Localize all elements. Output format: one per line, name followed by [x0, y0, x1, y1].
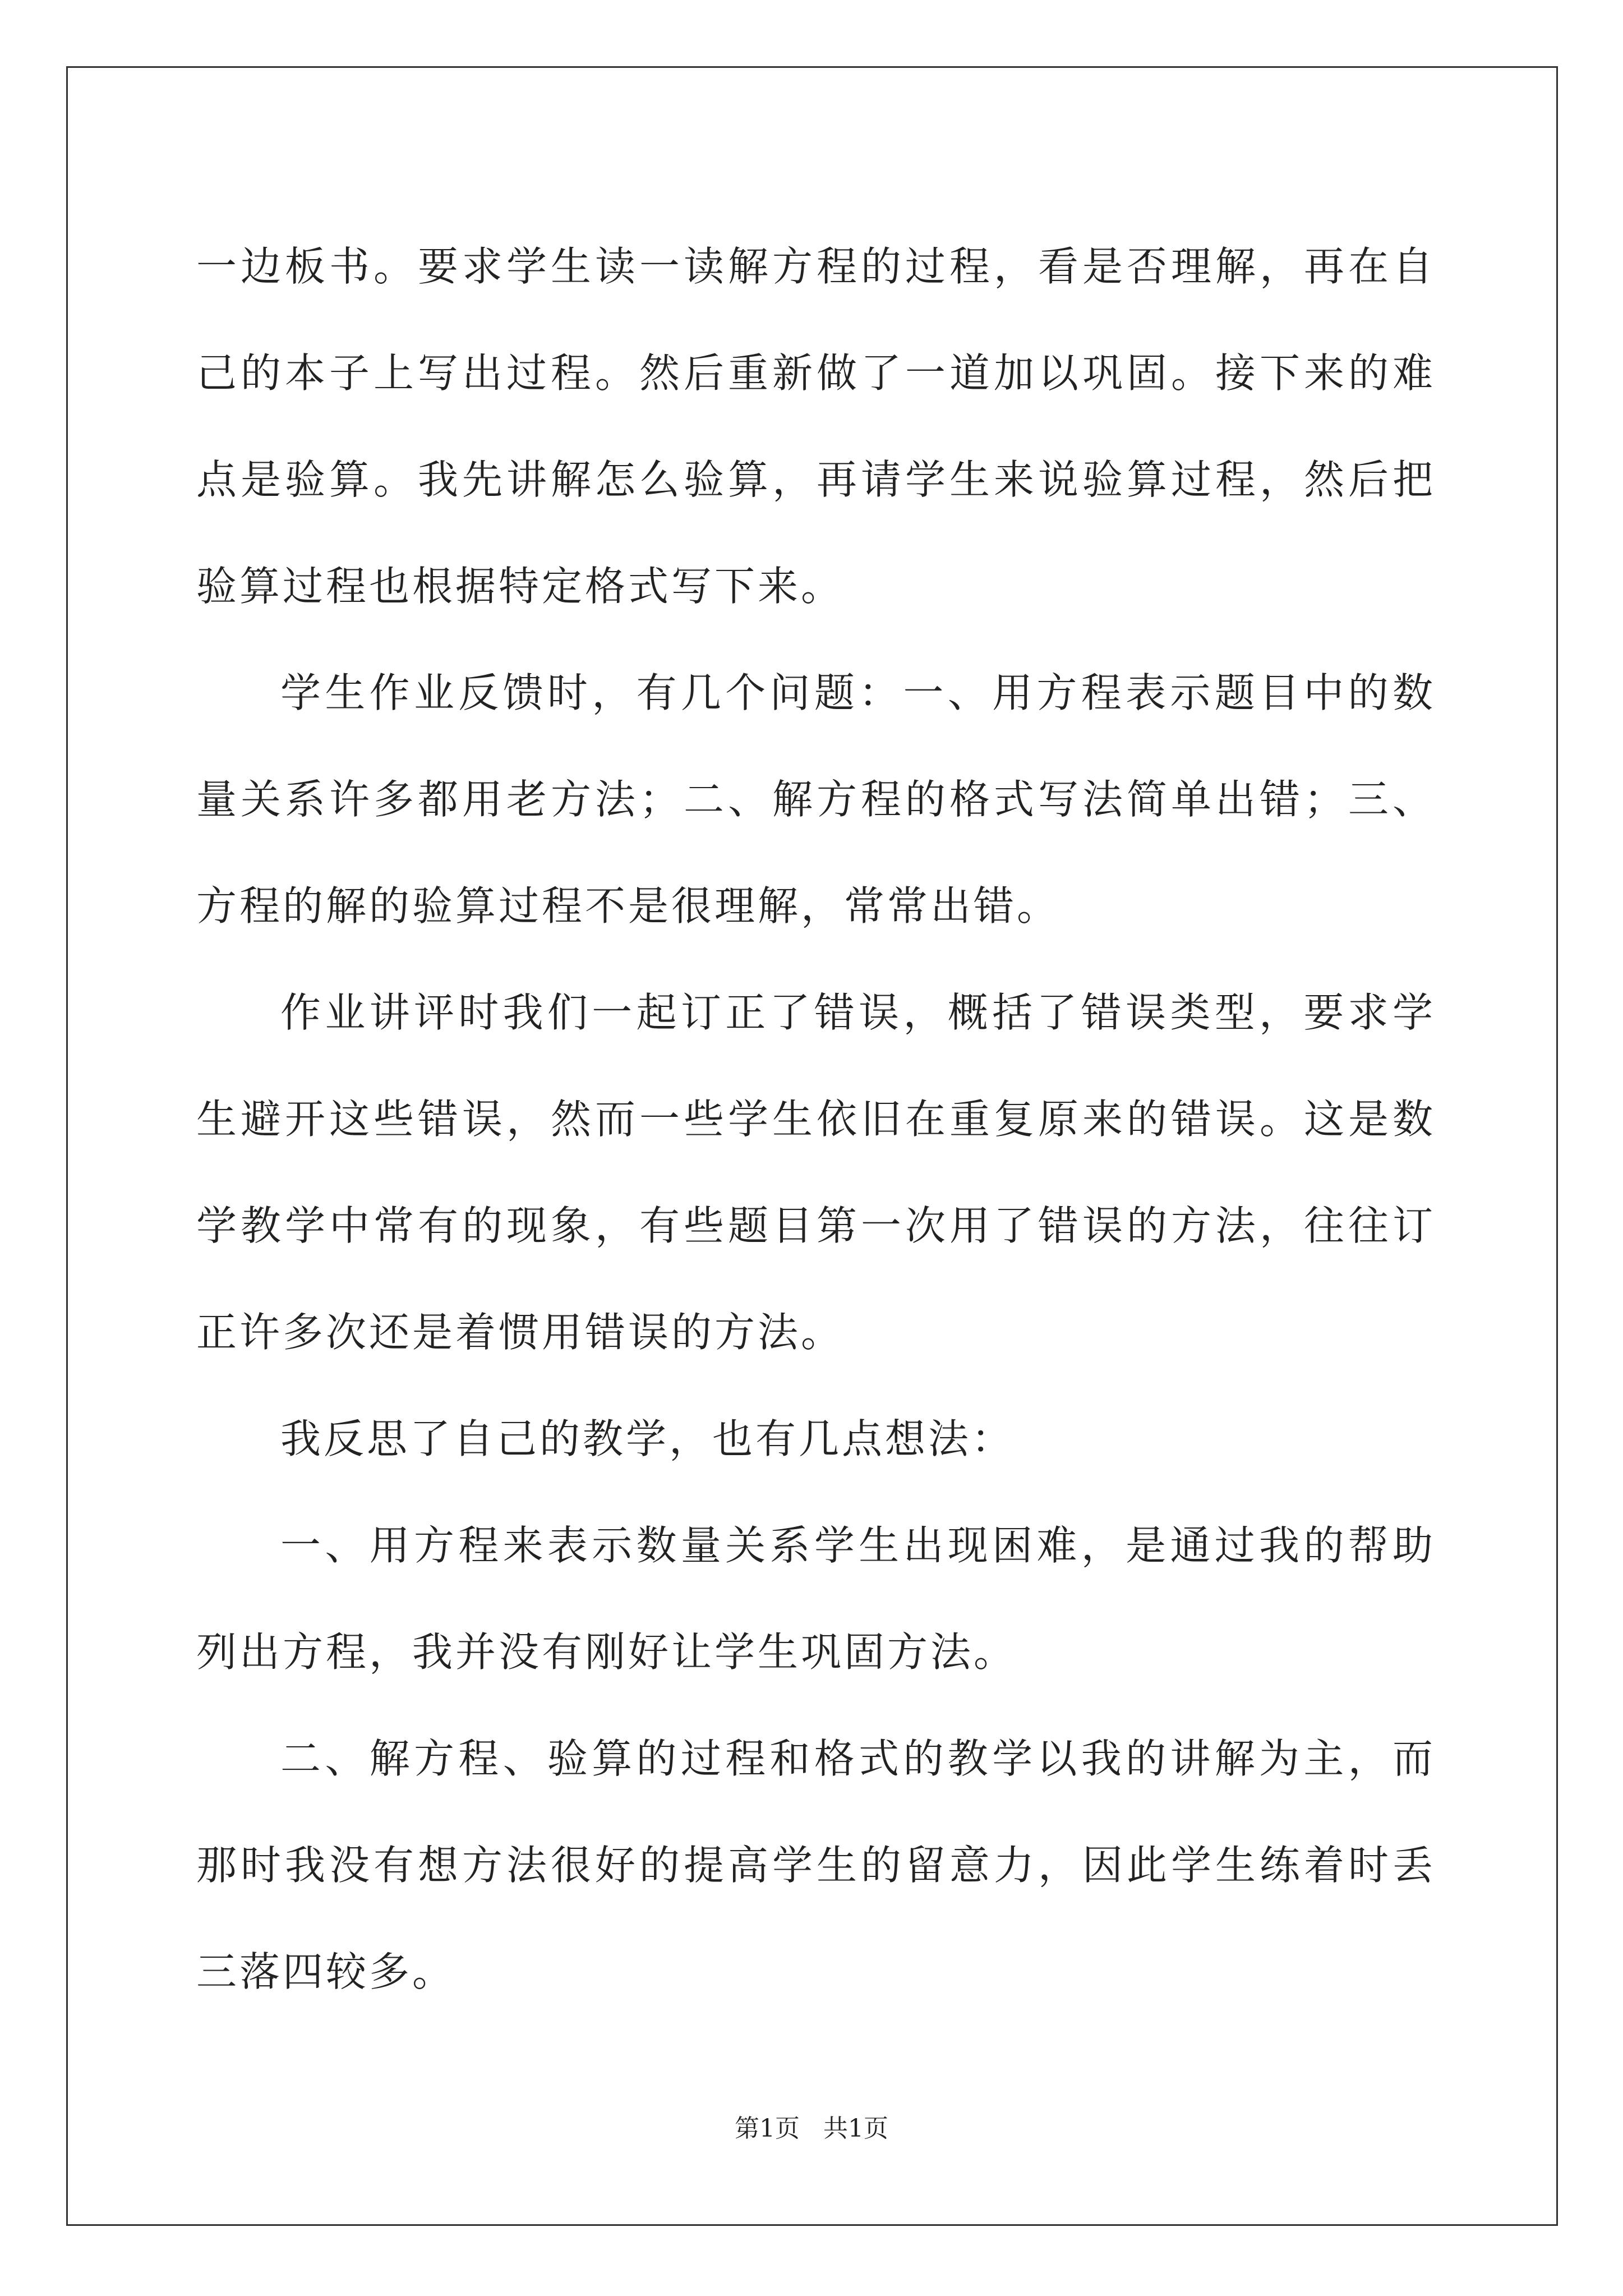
document-body	[196, 213, 1436, 2025]
page-footer	[0, 2108, 1623, 2144]
page-number-total: 共1页	[823, 2114, 888, 2143]
paragraph-5: 一、用方程来表示数量关系学生出现困难，是通过我的帮助列出方程，我并没有刚好让学生巩固方法。	[196, 1522, 1436, 1676]
paragraph-1: 一边板书。要求学生读一读解方程的过程，看是否理解，再在自己的本子上写出过程。然后重新做了一道加以巩固。接下来的难点是验算。我先讲解怎么验算，再请学生来说验算过程，然后把验算过程也根据特定格式写下来。	[196, 243, 1436, 610]
paragraph-6: 二、解方程、验算的过程和格式的教学以我的讲解为主，而那时我没有想方法很好的提高学生的留意力，因此学生练着时丢三落四较多。	[196, 1735, 1436, 1995]
paragraph-4: 我反思了自己的教学，也有几点想法：	[280, 1415, 1015, 1462]
paragraph-3: 作业讲评时我们一起订正了错误，概括了错误类型，要求学生避开这些错误，然而一些学生依旧在重复原来的错误。这是数学教学中常有的现象，有些题目第一次用了错误的方法，往往订正许多次还是着惯用错误的方法。	[196, 989, 1436, 1356]
paragraph-2: 学生作业反馈时，有几个问题：一、用方程表示题目中的数量关系许多都用老方法；二、解方程的格式写法简单出错；三、方程的解的验算过程不是很理解，常常出错。	[196, 669, 1436, 930]
page-number-current: 第1页	[735, 2114, 800, 2143]
